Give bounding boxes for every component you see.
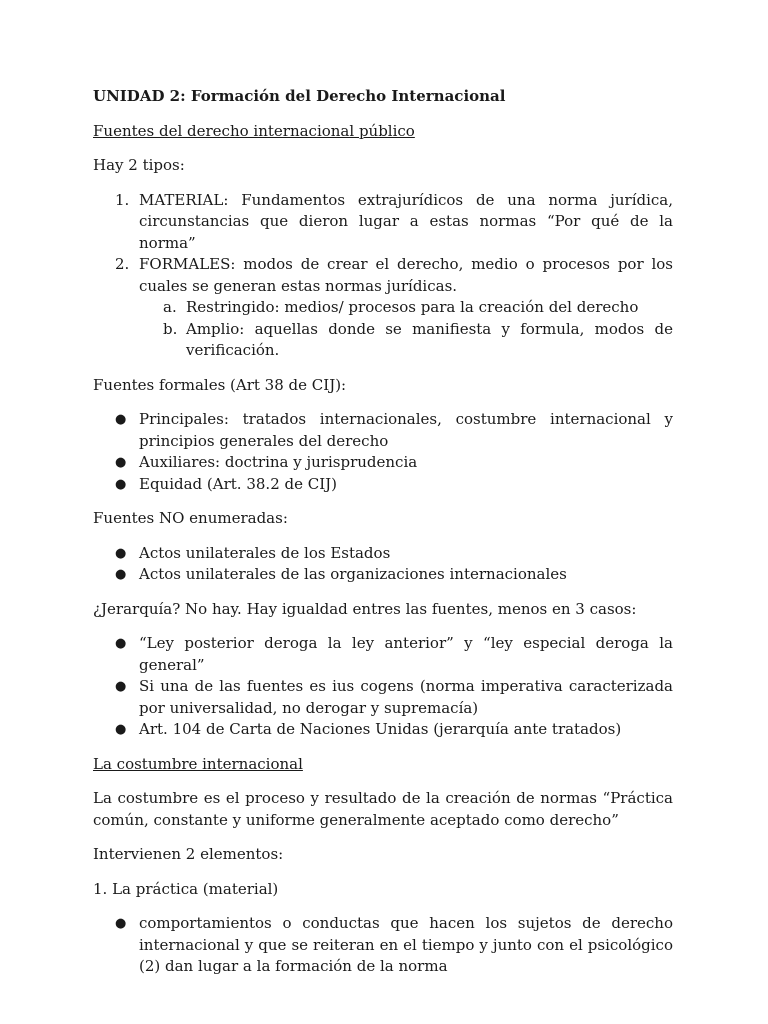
bullet-icon: ● xyxy=(115,722,127,737)
list-item-text: Restringido: medios/ procesos para la creación del derecho xyxy=(186,298,639,316)
list-item-text: Principales: tratados internacionales, costumbre internacional y principios generales del derecho xyxy=(139,410,673,450)
section-heading-fuentes: Fuentes del derecho internacional público xyxy=(93,121,415,140)
bullet-icon: ● xyxy=(115,679,127,694)
list-item xyxy=(115,719,673,741)
list-marker: a. xyxy=(163,298,177,316)
list-item xyxy=(115,409,673,452)
list-item xyxy=(115,913,673,978)
list-item-text: Si una de las fuentes es ius cogens (norma imperativa caracterizada por universalidad, no derogar y supremacía) xyxy=(139,677,673,717)
bullet-icon: ● xyxy=(115,476,127,492)
list-item-text: Auxiliares: doctrina y jurisprudencia xyxy=(139,453,418,471)
list-marker: 1. xyxy=(115,190,130,209)
bullet-list-jerarquia xyxy=(93,633,673,741)
list-item xyxy=(115,676,673,719)
list-item-text: Actos unilaterales de los Estados xyxy=(139,543,391,562)
list-item xyxy=(163,297,673,319)
numbered-list-tipos xyxy=(93,190,673,362)
list-item-text: Actos unilaterales de las organizaciones internacionales xyxy=(139,565,567,583)
list-item xyxy=(115,254,673,362)
sub-list-formales xyxy=(139,297,673,362)
bullet-icon: ● xyxy=(115,916,127,931)
list-item xyxy=(115,190,673,255)
bullet-icon: ● xyxy=(115,636,127,651)
list-item-text: comportamientos o conductas que hacen los sujetos de derecho internacional y que se reiteran en el tiempo y junto con el psicológico (2) dan lugar a la formación de la norma xyxy=(139,914,673,975)
list-item xyxy=(115,543,673,565)
paragraph-fuentes-formales: Fuentes formales (Art 38 de CIJ): xyxy=(93,375,347,394)
paragraph-practica: 1. La práctica (material) xyxy=(93,879,279,898)
list-item xyxy=(163,319,673,362)
list-item-text: FORMALES: modos de crear el derecho, medio o procesos por los cuales se generan estas normas jurídicas. xyxy=(139,255,673,295)
list-item-text: Art. 104 de Carta de Naciones Unidas (jerarquía ante tratados) xyxy=(139,720,622,738)
paragraph-jerarquia: ¿Jerarquía? No hay. Hay igualdad entres las fuentes, menos en 3 casos: xyxy=(93,599,637,618)
bullet-icon: ● xyxy=(115,567,127,582)
bullet-list-practica xyxy=(93,913,673,978)
list-marker: b. xyxy=(163,319,178,338)
list-marker: 2. xyxy=(115,255,130,273)
section-heading-costumbre: La costumbre internacional xyxy=(93,754,303,773)
paragraph-fuentes-no-enumeradas: Fuentes NO enumeradas: xyxy=(93,509,288,527)
list-item xyxy=(115,564,673,586)
list-item-text: Amplio: aquellas donde se manifiesta y formula, modos de verificación. xyxy=(186,319,673,359)
bullet-list-formales xyxy=(93,409,673,495)
bullet-icon: ● xyxy=(115,545,127,561)
list-item xyxy=(115,474,673,496)
list-item-text: Equidad (Art. 38.2 de CIJ) xyxy=(139,474,338,493)
paragraph-elementos: Intervienen 2 elementos: xyxy=(93,845,284,863)
list-item-text: MATERIAL: Fundamentos extrajurídicos de una norma jurídica, circunstancias que dieron lugar a estas normas “Por qué de la norma” xyxy=(139,190,673,252)
document-title: UNIDAD 2: Formación del Derecho Internacional xyxy=(93,87,506,105)
list-item xyxy=(115,633,673,676)
list-item xyxy=(115,452,673,474)
list-item-text: “Ley posterior deroga la ley anterior” y “ley especial deroga la general” xyxy=(139,634,673,674)
paragraph-tipos: Hay 2 tipos: xyxy=(93,156,185,174)
paragraph-costumbre: La costumbre es el proceso y resultado de la creación de normas “Práctica común, constante y uniforme generalmente aceptado como derecho” xyxy=(93,789,673,829)
bullet-list-no-enumeradas xyxy=(93,543,673,586)
bullet-icon: ● xyxy=(115,412,127,427)
bullet-icon: ● xyxy=(115,455,127,470)
